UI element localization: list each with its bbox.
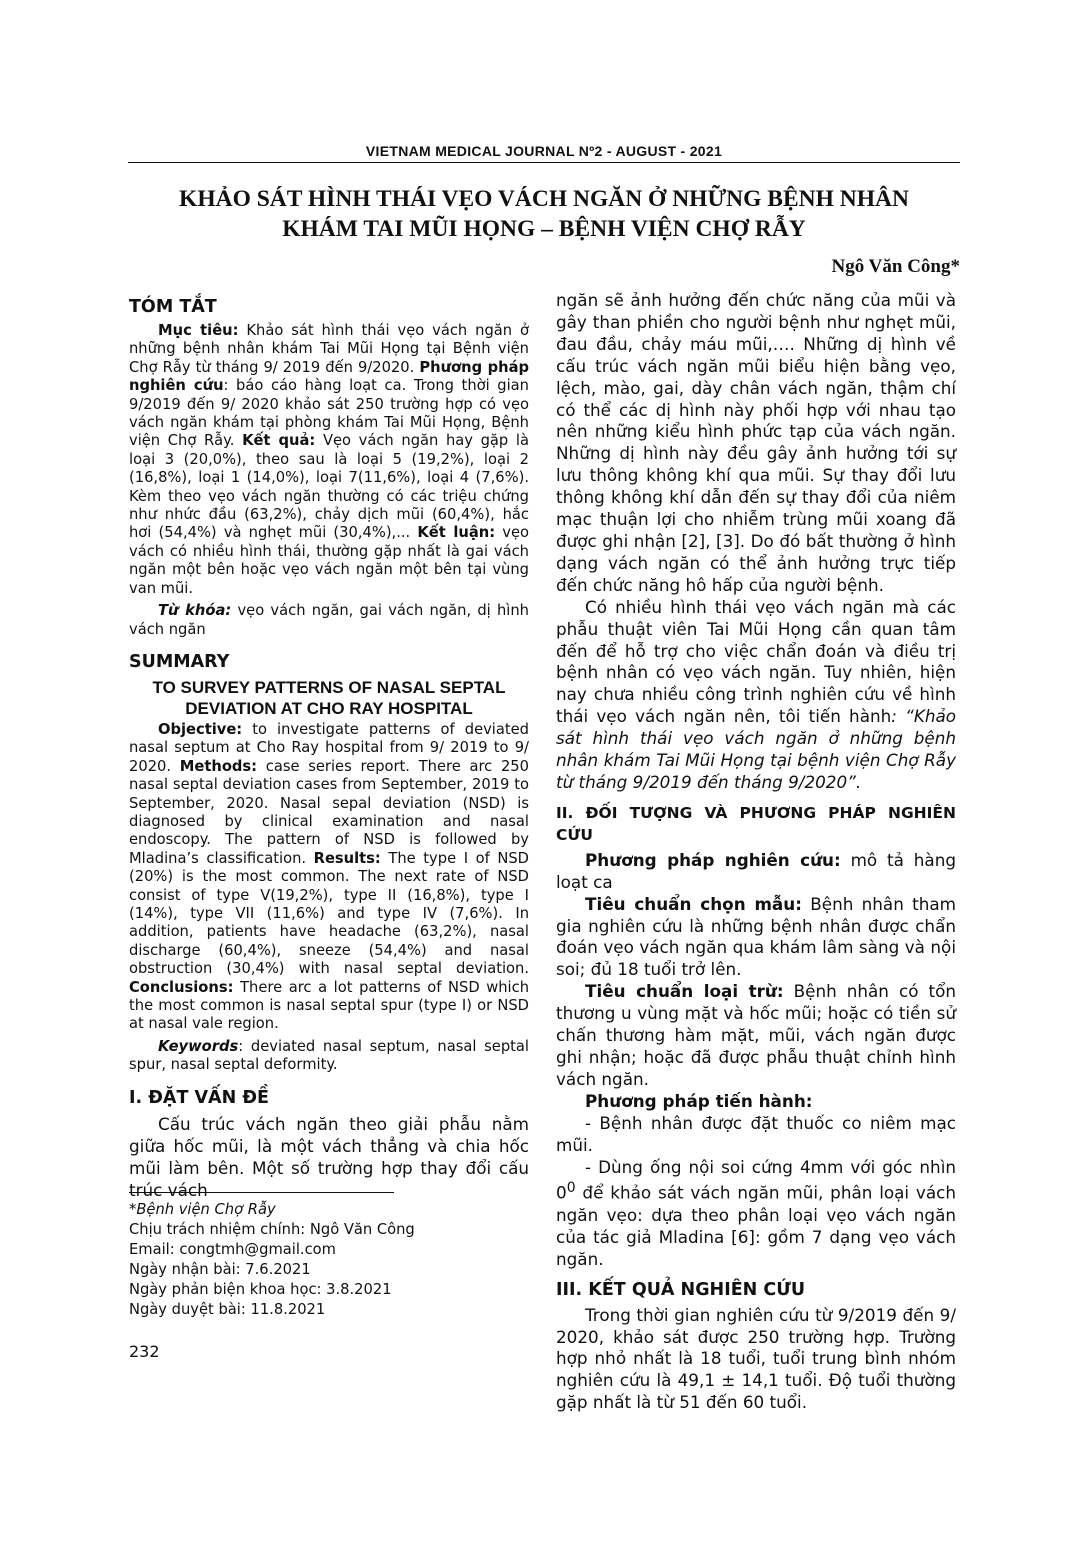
step-2-text-a: - Dùng ống nội soi cứng 4mm với góc nhìn 0 — [556, 1156, 956, 1204]
methods-label: Methods: — [179, 757, 258, 775]
conclusions-label: Conclusions: — [129, 978, 234, 996]
summary-title: TO SURVEY PATTERNS OF NASAL SEPTAL DEVIATION AT CHO RAY HOSPITAL — [152, 677, 506, 718]
kq-text: Vẹo vách ngăn hay gặp là loại 3 (20,0%), theo sau là loại 5 (19,2%), loại 2 (16,8%), loại 1 (14,0%), loại 7(11,6%), loại 4 (7,6%). Kèm theo vẹo vách ngăn thường có các triệu chứng như nhức đầu (63,2%), chảy dịch mũi (60,4%), hắc hơi (54,4%) và nghẹt mũi (30,4%),... — [129, 432, 529, 542]
footnote-email: Email: congtmh@gmail.com — [129, 1241, 336, 1258]
ppnc-text: mô tả hàng loạt ca — [556, 849, 957, 892]
results-label: Results: — [313, 849, 381, 867]
kl-label: Kết luận: — [417, 524, 496, 542]
section-3-paragraph-1: Trong thời gian nghiên cứu từ 9/2019 đến 9/ 2020, khảo sát được 250 trường hợp. Trường hợp nhỏ nhất là 18 tuổi, tuổi trung bình nhóm nghiên cứu là 49,1 ± 14,1 tuổi. Độ tuổi thường gặp nhất là từ 51 đến 60 tuổi. — [556, 1304, 956, 1413]
footnote-affiliation: *Bệnh viện Chợ Rẫy — [129, 1201, 276, 1218]
step-2-text-b: để khảo sát vách ngăn mũi, phân loại vách ngăn vẹo: dựa theo phân loại vẹo vách ngăn của tác giả Mladina [6]: gồm 7 dạng vẹo vách ngăn. — [556, 1183, 956, 1269]
right-column — [556, 290, 956, 1414]
muctieu-label: Mục tiêu: — [158, 322, 239, 339]
section-1-paragraph-2-text: Có nhiều hình thái vẹo vách ngăn mà các phẫu thuật viên Tai Mũi Họng cần quan tâm đến để hỗ trợ cho việc chẩn đoán và điều trị bệnh nhân có vẹo vách ngăn. Tuy nhiên, hiện nay chưa nhiều công trình nghiên cứu về hình thái vẹo vách ngăn nên, tôi tiến hành — [556, 596, 956, 727]
footnote-rule — [129, 1192, 394, 1193]
page-number: 232 — [129, 1342, 160, 1361]
tukhoa-label: Từ khóa: — [158, 602, 232, 620]
methods-text: case series report. There arc 250 nasal septal deviation cases from September, 2019 to September, 2020. Nasal sepal deviation (NSD) is diagnosed by clinical examination and nasal endoscopy. The pattern of NSD is followed by Mladina’s classification. — [129, 757, 529, 867]
title-line-1: KHẢO SÁT HÌNH THÁI VẸO VÁCH NGĂN Ở NHỮNG BỆNH NHÂN — [179, 186, 909, 212]
summary-heading: SUMMARY — [129, 651, 230, 672]
section-1-paragraph-1-continued: ngăn sẽ ảnh hưởng đến chức năng của mũi và gây than phiền cho người bệnh như nghẹt mũi, đau đầu, chảy máu mũi,…. Những dị hình về cấu trúc vách ngăn mũi biểu hiện bằng vẹo, lệch, mào, gai, dày chân vách ngăn, thậm chí có thể các dị hình này phối hợp với nhau tạo nên những kiểu hình phức tạp của vách ngăn. Những dị hình này đều gây ảnh hưởng tới sự lưu thông không khí qua mũi. Sự thay đổi lưu thông không khí dẫn đến sự thay đổi của niêm mạc thuận lợi cho nhiễm trùng mũi xoang đã được ghi nhận [2], [3]. Do đó bất thường ở hình dạng vách ngăn có thể ảnh hưởng trực tiếp đến chức năng hô hấp của người bệnh. — [556, 290, 956, 595]
tclt-label: Tiêu chuẩn loại trừ: — [585, 981, 784, 1002]
section-1-quoted-title: : “Khảo sát hình thái vẹo vách ngăn ở những bệnh nhân khám Tai Mũi Họng tại bệnh viện Chợ Rẫy từ tháng 9/2019 đến tháng 9/2020”. — [556, 706, 957, 792]
ppnc — [556, 850, 956, 894]
tukhoa — [129, 602, 529, 639]
degree-superscript: 0 — [566, 1180, 576, 1197]
pptt-label: Phương pháp tiến hành: — [585, 1090, 813, 1111]
footnote — [129, 1200, 529, 1320]
tccm — [556, 894, 956, 982]
tomtat-heading: TÓM TẮT — [129, 297, 217, 317]
results-text: The type I of NSD (20%) is the most common. The next rate of NSD consist of type V(19,2%), type II (16,8%), type I (14%), type VII (11,6%) and type IV (7,6%). In addition, patients have headache (63,2%), nasal discharge (60,4%), sneeze (54,4%) and nasal obstruction (30,4%) with nasal septal deviation. — [129, 849, 529, 978]
tclt-text: Bệnh nhân có tổn thương u vùng mặt và hốc mũi; hoặc có tiền sử chấn thương hàm mặt, mũi, vách ngăn được ghi nhận; hoặc đã được phẫu thuật chỉnh hình vách ngăn. — [556, 981, 956, 1089]
tccm-text: Bệnh nhân tham gia nghiên cứu là những bệnh nhân được chẩn đoán vẹo vách ngăn qua khám lâm sàng và nội soi; đủ 18 tuổi trở lên. — [556, 893, 956, 980]
objective-text: to investigate patterns of deviated nasal septum at Cho Ray hospital from 9/ 2019 to 9/ 2020. — [129, 720, 529, 775]
tomtat-abstract — [129, 322, 529, 598]
left-column — [129, 292, 529, 1201]
header-rule — [128, 162, 960, 163]
keywords-label: Keywords — [158, 1037, 239, 1055]
conclusions-text: There arc a lot patterns of NSD which the most common is nasal septal spur (type I) or NSD at nasal vale region. — [129, 978, 529, 1033]
step-2 — [556, 1157, 956, 1271]
title-line-2: KHÁM TAI MŨI HỌNG – BỆNH VIỆN CHỢ RẪY — [282, 216, 806, 242]
footnote-accepted: Ngày duyệt bài: 11.8.2021 — [129, 1301, 326, 1318]
kl-text: vẹo vách có nhiều hình thái, thường gặp nhất là gai vách ngăn một bên hoặc vẹo vách ngăn một bên tại vùng van mũi. — [129, 524, 529, 597]
pp-text: : báo cáo hàng loạt ca. Trong thời gian 9/2019 đến 9/ 2020 khảo sát 250 trường hợp có vẹo vách ngăn khám tại phòng khám Tai Mũi Họng, Bệnh viện Chợ Rẫy. — [129, 377, 529, 450]
step-1: - Bệnh nhân được đặt thuốc co niêm mạc mũi. — [556, 1112, 956, 1155]
keywords — [129, 1038, 529, 1075]
journal-header: VIETNAM MEDICAL JOURNAL Nº2 - AUGUST - 2021 — [365, 143, 723, 159]
section-2-heading: II. ĐỐI TƯỢNG VÀ PHƯƠNG PHÁP NGHIÊN CỨU — [556, 803, 956, 844]
pp-label: Phương pháp nghiên cứu — [129, 358, 529, 395]
muctieu-text: Khảo sát hình thái vẹo vách ngăn ở những bệnh nhân khám Tai Mũi Họng tại Bệnh viện Chợ Rẫy từ tháng 9/ 2019 đến 9/2020. — [129, 322, 529, 376]
tclt — [556, 981, 956, 1091]
footnote-responsible: Chịu trách nhiệm chính: Ngô Văn Công — [129, 1221, 415, 1238]
pptt — [556, 1091, 956, 1113]
objective-label: Objective: — [158, 720, 243, 738]
tukhoa-text: vẹo vách ngăn, gai vách ngăn, dị hình vách ngăn — [129, 602, 529, 638]
section-3-heading: III. KẾT QUẢ NGHIÊN CỨU — [556, 1279, 806, 1300]
kq-label: Kết quả: — [242, 432, 316, 450]
footnote-reviewed: Ngày phản biện khoa học: 3.8.2021 — [129, 1281, 392, 1298]
tccm-label: Tiêu chuẩn chọn mẫu: — [585, 893, 802, 914]
summary-abstract — [129, 721, 529, 1034]
ppnc-label: Phương pháp nghiên cứu: — [585, 849, 841, 870]
section-1-paragraph-2 — [556, 597, 956, 794]
footnote-received: Ngày nhận bài: 7.6.2021 — [129, 1261, 311, 1278]
section-1-paragraph-1: Cấu trúc vách ngăn theo giải phẫu nằm giữa hốc mũi, là một vách thẳng và chia hốc mũi làm bên. Một số trường hợp thay đổi cấu trúc vách — [129, 1113, 529, 1200]
article-title — [128, 184, 960, 244]
section-1-heading: I. ĐẶT VẤN ĐỀ — [129, 1087, 269, 1108]
keywords-text: : deviated nasal septum, nasal septal spur, nasal septal deformity. — [129, 1037, 529, 1074]
author: Ngô Văn Công* — [831, 256, 960, 277]
